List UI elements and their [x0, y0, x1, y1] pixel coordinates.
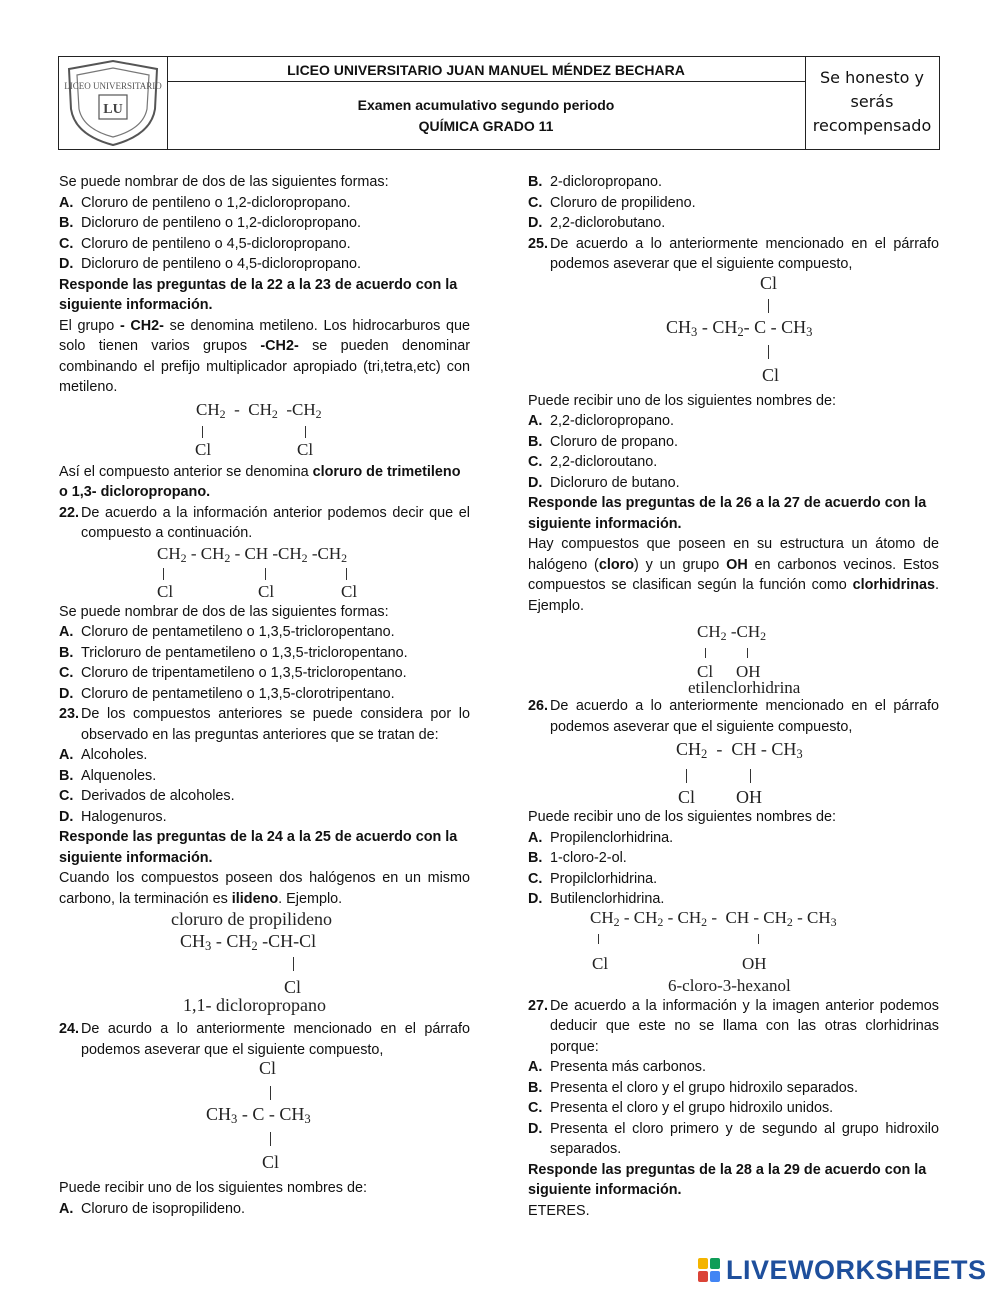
option-item[interactable]: D. Dicloruro de pentileno o 4,5-dicloropropano.: [59, 256, 361, 272]
logo-square: [710, 1271, 720, 1282]
q25-structure: Cl $CH_3 - CH_2-$ C - $CH_3$ Cl: [666, 272, 813, 385]
q26-intro: Puede recibir uno de los siguientes nombres de:: [528, 809, 836, 825]
q21-intro: Se puede nombrar de dos de las siguientes formas:: [59, 174, 389, 190]
clorhidrinas-paragraph: Hay compuestos que poseen en su estructura un átomo de halógeno (cloro) y un grupo OH en carbonos vecinos. Estos compuestos se clasifican según la función como clorhidrinas. Ejemplo.: [528, 536, 939, 614]
option-item[interactable]: B. Alquenoles.: [59, 767, 157, 784]
logo-initials: LU: [103, 102, 123, 117]
option-item[interactable]: A. Alcoholes.: [59, 747, 148, 763]
option-item[interactable]: D. Cloruro de pentametileno o 1,3,5-clorotripentano.: [59, 685, 395, 702]
motto-line: recompensado: [812, 116, 932, 135]
propilideno-structure: cloruro de propilideno $CH_3 - CH_2$ -CH-Cl Cl 1,1- dicloropropano: [171, 909, 332, 1015]
q26-structure: $CH_2$ - CH - $CH_3$ Cl OH: [676, 739, 803, 807]
shield-icon: [59, 57, 167, 149]
left-column: [59, 172, 470, 1219]
pentametileno-structure: $CH_2 - CH_2$ - CH $-CH_2$ $-CH_2$ Cl Cl Cl: [157, 543, 358, 601]
exam-subject: QUÍMICA GRADO 11: [418, 118, 554, 134]
option-item[interactable]: C. Cloruro de propilideno.: [528, 194, 696, 211]
option-item[interactable]: D. Butilenclorhidrina.: [528, 891, 665, 907]
option-item[interactable]: D. Dicloruro de butano.: [528, 474, 680, 491]
option-item[interactable]: D. Halogenuros.: [59, 808, 167, 825]
question-25: 25. De acuerdo a lo anteriormente mencionado en el párrafo podemos aseverar que el siguiente compuesto,: [528, 235, 939, 272]
option-item[interactable]: B. Presenta el cloro y el grupo hidroxilo separados.: [528, 1079, 858, 1096]
option-item[interactable]: C. Derivados de alcoholes.: [59, 788, 235, 804]
metileno-paragraph: El grupo - CH2- se denomina metileno. Los hidrocarburos que solo tienen varios grupos -CH2- se pueden denominar combinando el prefijo multiplicador apropiado (tri,tetra,etc) con metileno.: [59, 317, 470, 395]
logo-square: [698, 1258, 708, 1269]
question-23: 23. De los compuestos anteriores se puede considera por lo observado en las preguntas anteriores que se tratan de:: [59, 706, 470, 743]
instructions-28-29: Responde las preguntas de la 28 a la 29 de acuerdo con la siguiente información.: [528, 1161, 927, 1198]
etilenclorhidrina-structure: $CH_2$ $-CH_2$ Cl OH etilenclorhidrina: [688, 622, 801, 697]
question-27: 27. De acuerdo a la información y la imagen anterior podemos deducir que este no se llama con las otras clorhidrinas porque:: [528, 997, 939, 1055]
q25-intro: Puede recibir uno de los siguientes nombres de:: [528, 392, 836, 409]
exam-title: [167, 95, 805, 137]
option-item[interactable]: A. Cloruro de isopropilideno.: [59, 1200, 245, 1217]
q22-intro: Se puede nombrar de dos de las siguientes formas:: [59, 603, 389, 620]
school-name: LICEO UNIVERSITARIO JUAN MANUEL MÉNDEZ BECHARA: [167, 57, 805, 82]
eteres-heading: ETERES.: [528, 1202, 590, 1219]
trimetileno-paragraph: Así el compuesto anterior se denomina cloruro de trimetileno o 1,3- dicloropropano.: [59, 463, 461, 500]
option-item[interactable]: B. Tricloruro de pentametileno o 1,3,5-tricloropentano.: [59, 644, 408, 661]
option-item[interactable]: D. 2,2-diclorobutano.: [528, 215, 666, 231]
right-column: [528, 172, 939, 1221]
option-item[interactable]: A. Propilenclorhidrina.: [528, 829, 674, 846]
instructions-22-23: Responde las preguntas de la 22 a la 23 de acuerdo con la siguiente información.: [59, 276, 458, 313]
logo-square: [698, 1271, 708, 1282]
option-item[interactable]: C. Cloruro de tripentametileno o 1,3,5-tricloropentano.: [59, 665, 407, 681]
option-item[interactable]: A. Cloruro de pentametileno o 1,3,5-tricloropentano.: [59, 624, 395, 640]
exam-header: [58, 56, 940, 150]
question-26: 26. De acuerdo a lo anteriormente mencionado en el párrafo podemos aseverar que el siguiente compuesto,: [528, 698, 939, 735]
logo-text: LICEO UNIVERSITARIO: [64, 81, 162, 91]
liveworksheets-logo-icon: [698, 1258, 720, 1282]
q24-structure: Cl $CH_3$ - C - $CH_3$ Cl: [206, 1058, 311, 1172]
option-item[interactable]: C. Cloruro de pentileno o 4,5-dicloropropano.: [59, 235, 351, 252]
option-item[interactable]: A. Cloruro de pentileno o 1,2-dicloropropano.: [59, 194, 351, 211]
motto: [805, 57, 939, 149]
trimetileno-structure: $CH_2 - CH_2$ $-CH_2$ Cl Cl: [195, 399, 322, 459]
motto-line: Se honesto y: [820, 68, 924, 87]
option-item[interactable]: B. Cloruro de propano.: [528, 433, 678, 450]
motto-line: serás: [850, 92, 894, 111]
option-item[interactable]: B. Dicloruro de pentileno o 1,2-dicloropropano.: [59, 215, 361, 231]
logo-square: [710, 1258, 720, 1269]
exam-period: Examen acumulativo segundo periodo: [357, 97, 615, 113]
option-item[interactable]: C. Propilclorhidrina.: [528, 870, 658, 887]
option-item[interactable]: B. 1-cloro-2-ol.: [528, 850, 627, 866]
option-item[interactable]: C. Presenta el cloro y el grupo hidroxilo unidos.: [528, 1100, 834, 1116]
hexanol-structure: $CH_2 - CH_2 - CH_2$ - CH - $CH_2 - CH_3$ Cl OH 6-cloro-3-hexanol: [590, 907, 837, 995]
header-title-block: [167, 57, 806, 149]
option-item[interactable]: A. Presenta más carbonos.: [528, 1059, 706, 1075]
q24-intro: Puede recibir uno de los siguientes nombres de:: [59, 1180, 367, 1196]
option-item[interactable]: C. 2,2-dicloroutano.: [528, 454, 658, 470]
option-item[interactable]: B. 2-dicloropropano.: [528, 174, 662, 190]
liveworksheets-brand: [698, 1252, 987, 1288]
option-item[interactable]: A. 2,2-dicloropropano.: [528, 413, 674, 429]
question-22: 22. De acuerdo a la información anterior podemos decir que el compuesto a continuación.: [59, 504, 470, 541]
instructions-26-27: Responde las preguntas de la 26 a la 27 de acuerdo con la siguiente información.: [528, 495, 927, 532]
instructions-24-25: Responde las preguntas de la 24 a la 25 de acuerdo con la siguiente información.: [59, 829, 458, 866]
option-item[interactable]: D. Presenta el cloro primero y de segundo al grupo hidroxilo separados.: [528, 1120, 939, 1157]
brand-name: LIVEWORKSHEETS: [726, 1254, 987, 1285]
question-24: 24. De acurdo a lo anteriormente mencionado en el párrafo podemos aseverar que el siguiente compuesto,: [59, 1021, 470, 1058]
school-logo: [59, 57, 168, 149]
ilideno-paragraph: Cuando los compuestos poseen dos halógenos en un mismo carbono, la terminación es ilideno. Ejemplo.: [59, 870, 470, 907]
